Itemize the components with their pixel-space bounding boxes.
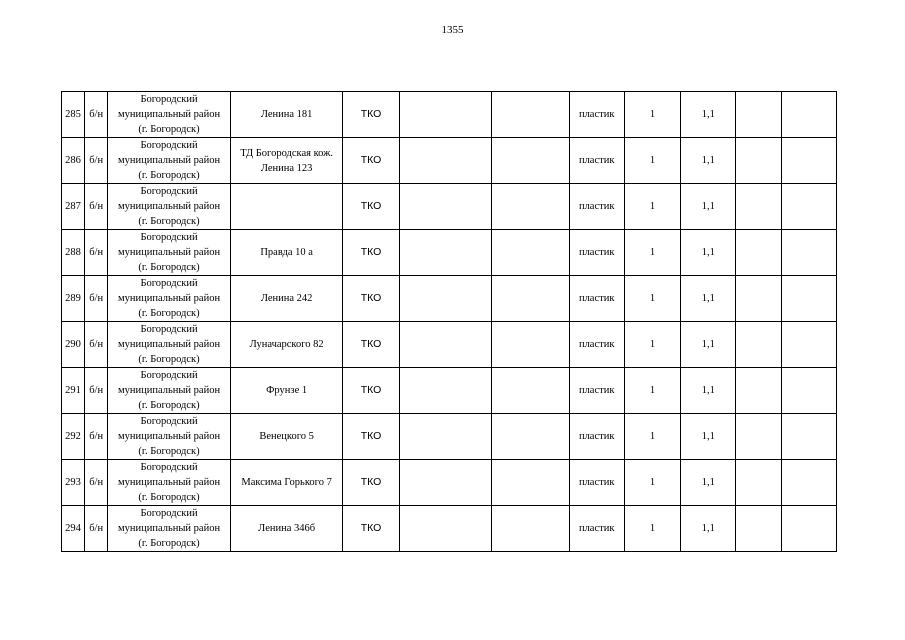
empty-cell — [781, 184, 836, 230]
empty-cell — [736, 322, 781, 368]
district-line: Богородский — [140, 278, 198, 289]
empty-cell — [736, 276, 781, 322]
empty-cell — [781, 460, 836, 506]
empty-cell — [781, 92, 836, 138]
table-row — [62, 92, 837, 138]
empty-cell — [492, 506, 569, 552]
page-number: 1355 — [441, 24, 464, 36]
container-volume-cell: 1,1 — [681, 138, 736, 184]
table-row — [62, 506, 837, 552]
empty-cell — [399, 322, 491, 368]
row-number: 290 — [62, 322, 85, 368]
district-cell — [108, 138, 231, 184]
address-cell: Венецкого 5 — [230, 414, 343, 460]
district-line: (г. Богородск) — [138, 400, 200, 411]
address-cell: Максима Горького 7 — [230, 460, 343, 506]
district-line: (г. Богородск) — [138, 170, 200, 181]
empty-cell — [399, 184, 491, 230]
district-line: (г. Богородск) — [138, 492, 200, 503]
district-line: (г. Богородск) — [138, 124, 200, 135]
empty-cell — [399, 138, 491, 184]
district-line: (г. Богородск) — [138, 446, 200, 457]
empty-cell — [399, 276, 491, 322]
table-row — [62, 138, 837, 184]
empty-cell — [781, 322, 836, 368]
bn-marker: б/н — [85, 460, 108, 506]
table-row — [62, 460, 837, 506]
address-cell: Правда 10 а — [230, 230, 343, 276]
container-count-cell: 1 — [624, 184, 680, 230]
district-line: Богородский — [140, 140, 198, 151]
district-line: Богородский — [140, 462, 198, 473]
table-row — [62, 414, 837, 460]
empty-cell — [492, 322, 569, 368]
row-number: 286 — [62, 138, 85, 184]
container-volume-cell: 1,1 — [681, 230, 736, 276]
waste-type-cell: ТКО — [343, 506, 399, 552]
container-count-cell: 1 — [624, 460, 680, 506]
material-cell: пластик — [569, 322, 624, 368]
district-line: Богородский — [140, 416, 198, 427]
material-cell: пластик — [569, 460, 624, 506]
container-count-cell: 1 — [624, 506, 680, 552]
district-line: (г. Богородск) — [138, 308, 200, 319]
empty-cell — [781, 138, 836, 184]
address-cell: Фрунзе 1 — [230, 368, 343, 414]
empty-cell — [781, 414, 836, 460]
district-line: Богородский — [140, 370, 198, 381]
empty-cell — [781, 276, 836, 322]
empty-cell — [736, 92, 781, 138]
row-number: 289 — [62, 276, 85, 322]
row-number: 285 — [62, 92, 85, 138]
district-line: (г. Богородск) — [138, 262, 200, 273]
district-line: муниципальный район — [117, 247, 221, 258]
waste-type-cell: ТКО — [343, 414, 399, 460]
address-cell: ТД Богородская кож. Ленина 123 — [230, 138, 343, 184]
container-count-cell: 1 — [624, 138, 680, 184]
container-volume-cell: 1,1 — [681, 506, 736, 552]
empty-cell — [492, 460, 569, 506]
table-body — [62, 92, 837, 552]
waste-type-cell: ТКО — [343, 230, 399, 276]
district-line: муниципальный район — [117, 477, 221, 488]
district-cell — [108, 368, 231, 414]
empty-cell — [781, 506, 836, 552]
empty-cell — [492, 368, 569, 414]
material-cell: пластик — [569, 138, 624, 184]
empty-cell — [492, 414, 569, 460]
row-number: 292 — [62, 414, 85, 460]
table-row — [62, 368, 837, 414]
empty-cell — [736, 184, 781, 230]
address-cell: Ленина 346б — [230, 506, 343, 552]
district-line: Богородский — [140, 186, 198, 197]
container-volume-cell: 1,1 — [681, 414, 736, 460]
bn-marker: б/н — [85, 322, 108, 368]
row-number: 287 — [62, 184, 85, 230]
bn-marker: б/н — [85, 230, 108, 276]
empty-cell — [492, 276, 569, 322]
district-cell — [108, 230, 231, 276]
waste-type-cell: ТКО — [343, 276, 399, 322]
waste-type-cell: ТКО — [343, 368, 399, 414]
material-cell: пластик — [569, 414, 624, 460]
district-cell — [108, 184, 231, 230]
row-number: 294 — [62, 506, 85, 552]
empty-cell — [736, 230, 781, 276]
material-cell: пластик — [569, 276, 624, 322]
empty-cell — [736, 460, 781, 506]
district-line: муниципальный район — [117, 431, 221, 442]
material-cell: пластик — [569, 506, 624, 552]
container-volume-cell: 1,1 — [681, 184, 736, 230]
district-cell — [108, 414, 231, 460]
empty-cell — [781, 230, 836, 276]
address-cell: Ленина 181 — [230, 92, 343, 138]
material-cell: пластик — [569, 184, 624, 230]
bn-marker: б/н — [85, 276, 108, 322]
district-line: муниципальный район — [117, 339, 221, 350]
district-line: Богородский — [140, 324, 198, 335]
district-line: муниципальный район — [117, 109, 221, 120]
row-number: 291 — [62, 368, 85, 414]
bn-marker: б/н — [85, 92, 108, 138]
container-volume-cell: 1,1 — [681, 276, 736, 322]
material-cell: пластик — [569, 92, 624, 138]
bn-marker: б/н — [85, 414, 108, 460]
district-line: Богородский — [140, 94, 198, 105]
row-number: 288 — [62, 230, 85, 276]
district-line: (г. Богородск) — [138, 354, 200, 365]
row-number: 293 — [62, 460, 85, 506]
bn-marker: б/н — [85, 506, 108, 552]
container-volume-cell: 1,1 — [681, 368, 736, 414]
district-cell — [108, 460, 231, 506]
waste-type-cell: ТКО — [343, 322, 399, 368]
empty-cell — [736, 368, 781, 414]
material-cell: пластик — [569, 368, 624, 414]
bn-marker: б/н — [85, 138, 108, 184]
container-volume-cell: 1,1 — [681, 460, 736, 506]
empty-cell — [492, 138, 569, 184]
waste-type-cell: ТКО — [343, 92, 399, 138]
district-line: муниципальный район — [117, 201, 221, 212]
district-cell — [108, 276, 231, 322]
address-cell — [230, 184, 343, 230]
district-cell — [108, 322, 231, 368]
empty-cell — [736, 138, 781, 184]
empty-cell — [399, 92, 491, 138]
empty-cell — [399, 368, 491, 414]
district-line: (г. Богородск) — [138, 538, 200, 549]
material-cell: пластик — [569, 230, 624, 276]
container-sites-table — [61, 91, 837, 552]
district-cell — [108, 92, 231, 138]
container-count-cell: 1 — [624, 230, 680, 276]
table-row — [62, 230, 837, 276]
waste-type-cell: ТКО — [343, 184, 399, 230]
container-count-cell: 1 — [624, 322, 680, 368]
district-line: муниципальный район — [117, 523, 221, 534]
empty-cell — [492, 184, 569, 230]
district-cell — [108, 506, 231, 552]
empty-cell — [399, 230, 491, 276]
empty-cell — [399, 414, 491, 460]
container-count-cell: 1 — [624, 368, 680, 414]
empty-cell — [399, 460, 491, 506]
empty-cell — [492, 230, 569, 276]
district-line: муниципальный район — [117, 293, 221, 304]
address-cell: Луначарского 82 — [230, 322, 343, 368]
container-count-cell: 1 — [624, 276, 680, 322]
container-count-cell: 1 — [624, 92, 680, 138]
district-line: муниципальный район — [117, 155, 221, 166]
bn-marker: б/н — [85, 184, 108, 230]
table-row — [62, 322, 837, 368]
empty-cell — [492, 92, 569, 138]
container-volume-cell: 1,1 — [681, 322, 736, 368]
table-row — [62, 184, 837, 230]
waste-type-cell: ТКО — [343, 138, 399, 184]
empty-cell — [736, 414, 781, 460]
district-line: муниципальный район — [117, 385, 221, 396]
address-cell: Ленина 242 — [230, 276, 343, 322]
district-line: Богородский — [140, 508, 198, 519]
waste-type-cell: ТКО — [343, 460, 399, 506]
bn-marker: б/н — [85, 368, 108, 414]
empty-cell — [736, 506, 781, 552]
empty-cell — [781, 368, 836, 414]
empty-cell — [399, 506, 491, 552]
table-row — [62, 276, 837, 322]
district-line: (г. Богородск) — [138, 216, 200, 227]
container-volume-cell: 1,1 — [681, 92, 736, 138]
district-line: Богородский — [140, 232, 198, 243]
container-count-cell: 1 — [624, 414, 680, 460]
